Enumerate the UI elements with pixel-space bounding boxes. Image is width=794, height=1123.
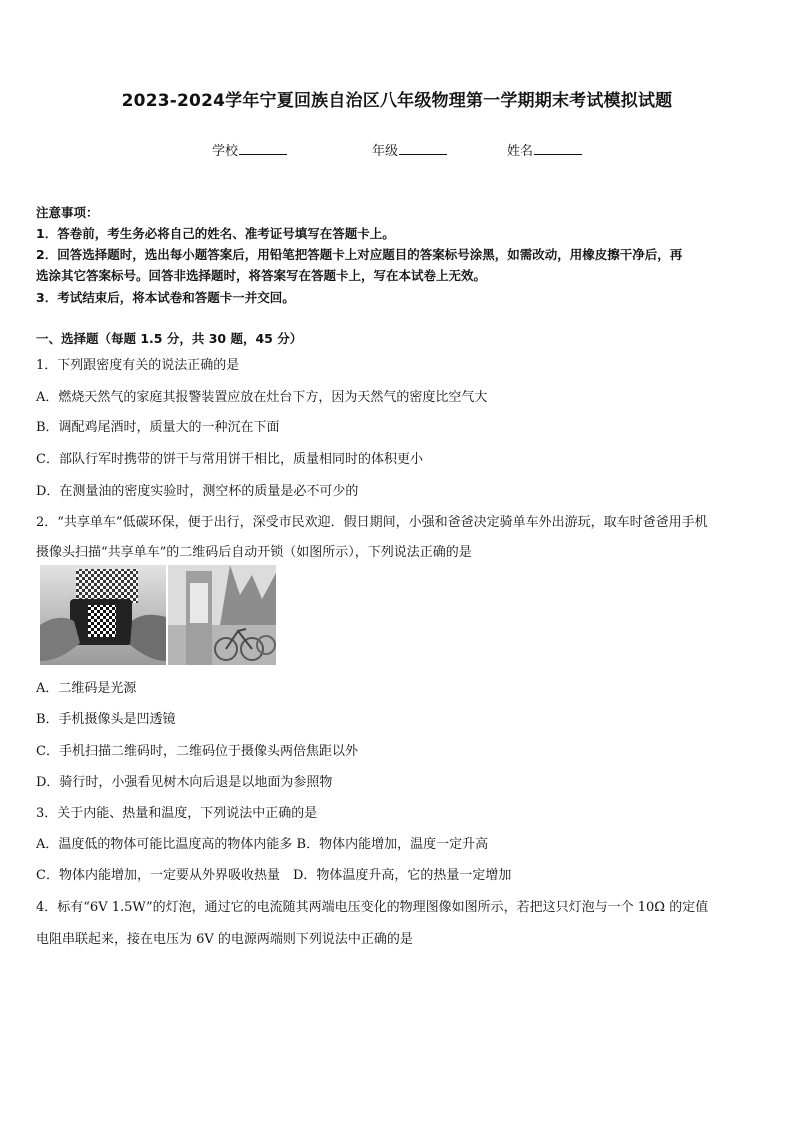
- question-stem: 电阻串联起来，接在电压为 6V 的电源两端则下列说法中正确的是: [36, 932, 413, 947]
- grade-blank: [399, 142, 447, 155]
- school-blank: [239, 142, 287, 155]
- question-stem: 2．“共享单车”低碳环保，便于出行，深受市民欢迎．假日期间，小强和爸爸决定骑单车外出游玩，取车时爸爸用手机: [36, 515, 708, 530]
- school-label: 学校: [212, 144, 239, 159]
- page-title: 2023-2024学年宁夏回族自治区八年级物理第一学期期末考试模拟试题: [121, 91, 673, 111]
- notice-heading: 注意事项：: [36, 205, 99, 220]
- question-stem: 摄像头扫描“共享单车”的二维码后自动开锁（如图所示），下列说法正确的是: [36, 545, 472, 560]
- notice-item: 2．回答选择题时，选出每小题答案后，用铅笔把答题卡上对应题目的答案标号涂黑，如需改动，用橡皮擦干净后，再: [36, 247, 683, 262]
- question-stem: 1．下列跟密度有关的说法正确的是: [36, 358, 240, 373]
- section-heading: 一、选择题（每题 1.5 分，共 30 题，45 分）: [36, 331, 303, 346]
- name-field: [507, 140, 582, 159]
- name-blank: [534, 142, 582, 155]
- option-b: B．手机摄像头是凹透镜: [36, 712, 176, 727]
- notice-item: 选涂其它答案标号。回答非选择题时，将答案写在答题卡上，写在本试卷上无效。: [36, 268, 487, 283]
- option-d: D．骑行时，小强看见树木向后退是以地面为参照物: [36, 775, 333, 790]
- question-stem: 3．关于内能、热量和温度，下列说法中正确的是: [36, 806, 318, 821]
- notice-item: 3．考试结束后，将本试卷和答题卡一并交回。: [36, 290, 295, 305]
- school-field: [212, 140, 287, 159]
- option-cd: C．物体内能增加，一定要从外界吸收热量 D．物体温度升高，它的热量一定增加: [36, 868, 512, 883]
- option-d: D．在测量油的密度实验时，测空杯的质量是必不可少的: [36, 484, 359, 499]
- grade-label: 年级: [372, 144, 399, 159]
- notice-item: 1．答卷前，考生务必将自己的姓名、准考证号填写在答题卡上。: [36, 226, 395, 241]
- option-a: A．二维码是光源: [36, 681, 137, 696]
- option-c: C．手机扫描二维码时，二维码位于摄像头两倍焦距以外: [36, 744, 358, 759]
- option-c: C．部队行军时携带的饼干与常用饼干相比，质量相同时的体积更小: [36, 452, 423, 467]
- question-stem: 4．标有“6V 1.5W”的灯泡，通过它的电流随其两端电压变化的物理图像如图所示，若把这只灯泡与一个 10Ω 的定值: [36, 900, 709, 915]
- option-a: A．燃烧天然气的家庭其报警装置应放在灶台下方，因为天然气的密度比空气大: [36, 390, 488, 405]
- option-b: B．调配鸡尾酒时，质量大的一种沉在下面: [36, 420, 280, 435]
- option-ab: A．温度低的物体可能比温度高的物体内能多 B．物体内能增加，温度一定升高: [36, 837, 489, 852]
- name-label: 姓名: [507, 144, 534, 159]
- qr-bike-photo: [40, 565, 276, 665]
- grade-field: [372, 140, 447, 159]
